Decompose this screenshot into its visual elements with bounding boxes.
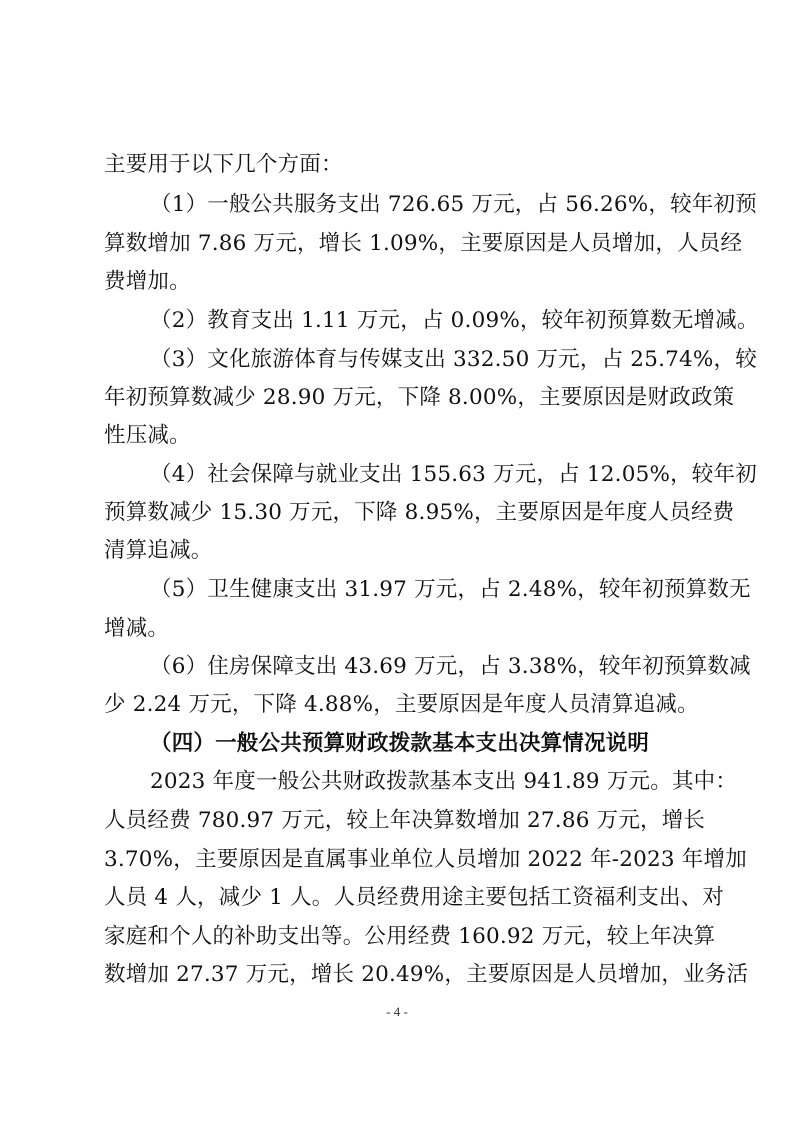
text-line: 费增加。 — [104, 269, 191, 294]
text-line: 性压减。 — [104, 423, 191, 448]
section-heading: （四）一般公共预算财政拨款基本支出决算情况说明 — [150, 731, 650, 756]
text-line: 家庭和个人的补助支出等。公用经费 160.92 万元，较上年决算 — [104, 924, 716, 949]
text-line: 预算数减少 15.30 万元，下降 8.95%，主要原因是年度人员经费 — [104, 500, 735, 525]
text-line: （1）一般公共服务支出 726.65 万元，占 56.26%，较年初预 — [150, 192, 757, 217]
text-line: 清算追减。 — [104, 538, 213, 563]
text-line: （6）住房保障支出 43.69 万元，占 3.38%，较年初预算数减 — [150, 654, 751, 679]
text-line: 算数增加 7.86 万元，增长 1.09%，主要原因是人员增加，人员经 — [104, 231, 743, 256]
text-line: （5）卫生健康支出 31.97 万元，占 2.48%，较年初预算数无 — [150, 577, 751, 602]
text-line: 增减。 — [104, 616, 170, 641]
text-line: 少 2.24 万元，下降 4.88%，主要原因是年度人员清算追减。 — [104, 692, 699, 717]
text-line: （3）文化旅游体育与传媒支出 332.50 万元，占 25.74%，较 — [150, 347, 757, 372]
text-line: 年初预算数减少 28.90 万元，下降 8.00%，主要原因是财政政策 — [104, 385, 735, 410]
text-line: 3.70%，主要原因是直属事业单位人员增加 2022 年-2023 年增加 — [104, 847, 747, 872]
page-number: - 4 - — [386, 1004, 408, 1019]
text-line: （2）教育支出 1.11 万元，占 0.09%，较年初预算数无增减。 — [150, 308, 759, 333]
text-line: 2023 年度一般公共财政拨款基本支出 941.89 万元。其中： — [150, 769, 738, 794]
text-line: 人员经费 780.97 万元，较上年决算数增加 27.86 万元，增长 — [104, 808, 706, 833]
text-line: 数增加 27.37 万元，增长 20.49%，主要原因是人员增加，业务活 — [104, 962, 749, 987]
text-line: 主要用于以下几个方面： — [104, 152, 343, 177]
text-line: 人员 4 人，减少 1 人。人员经费用途主要包括工资福利支出、对 — [104, 885, 725, 910]
text-line: （4）社会保障与就业支出 155.63 万元，占 12.05%，较年初 — [150, 462, 757, 487]
